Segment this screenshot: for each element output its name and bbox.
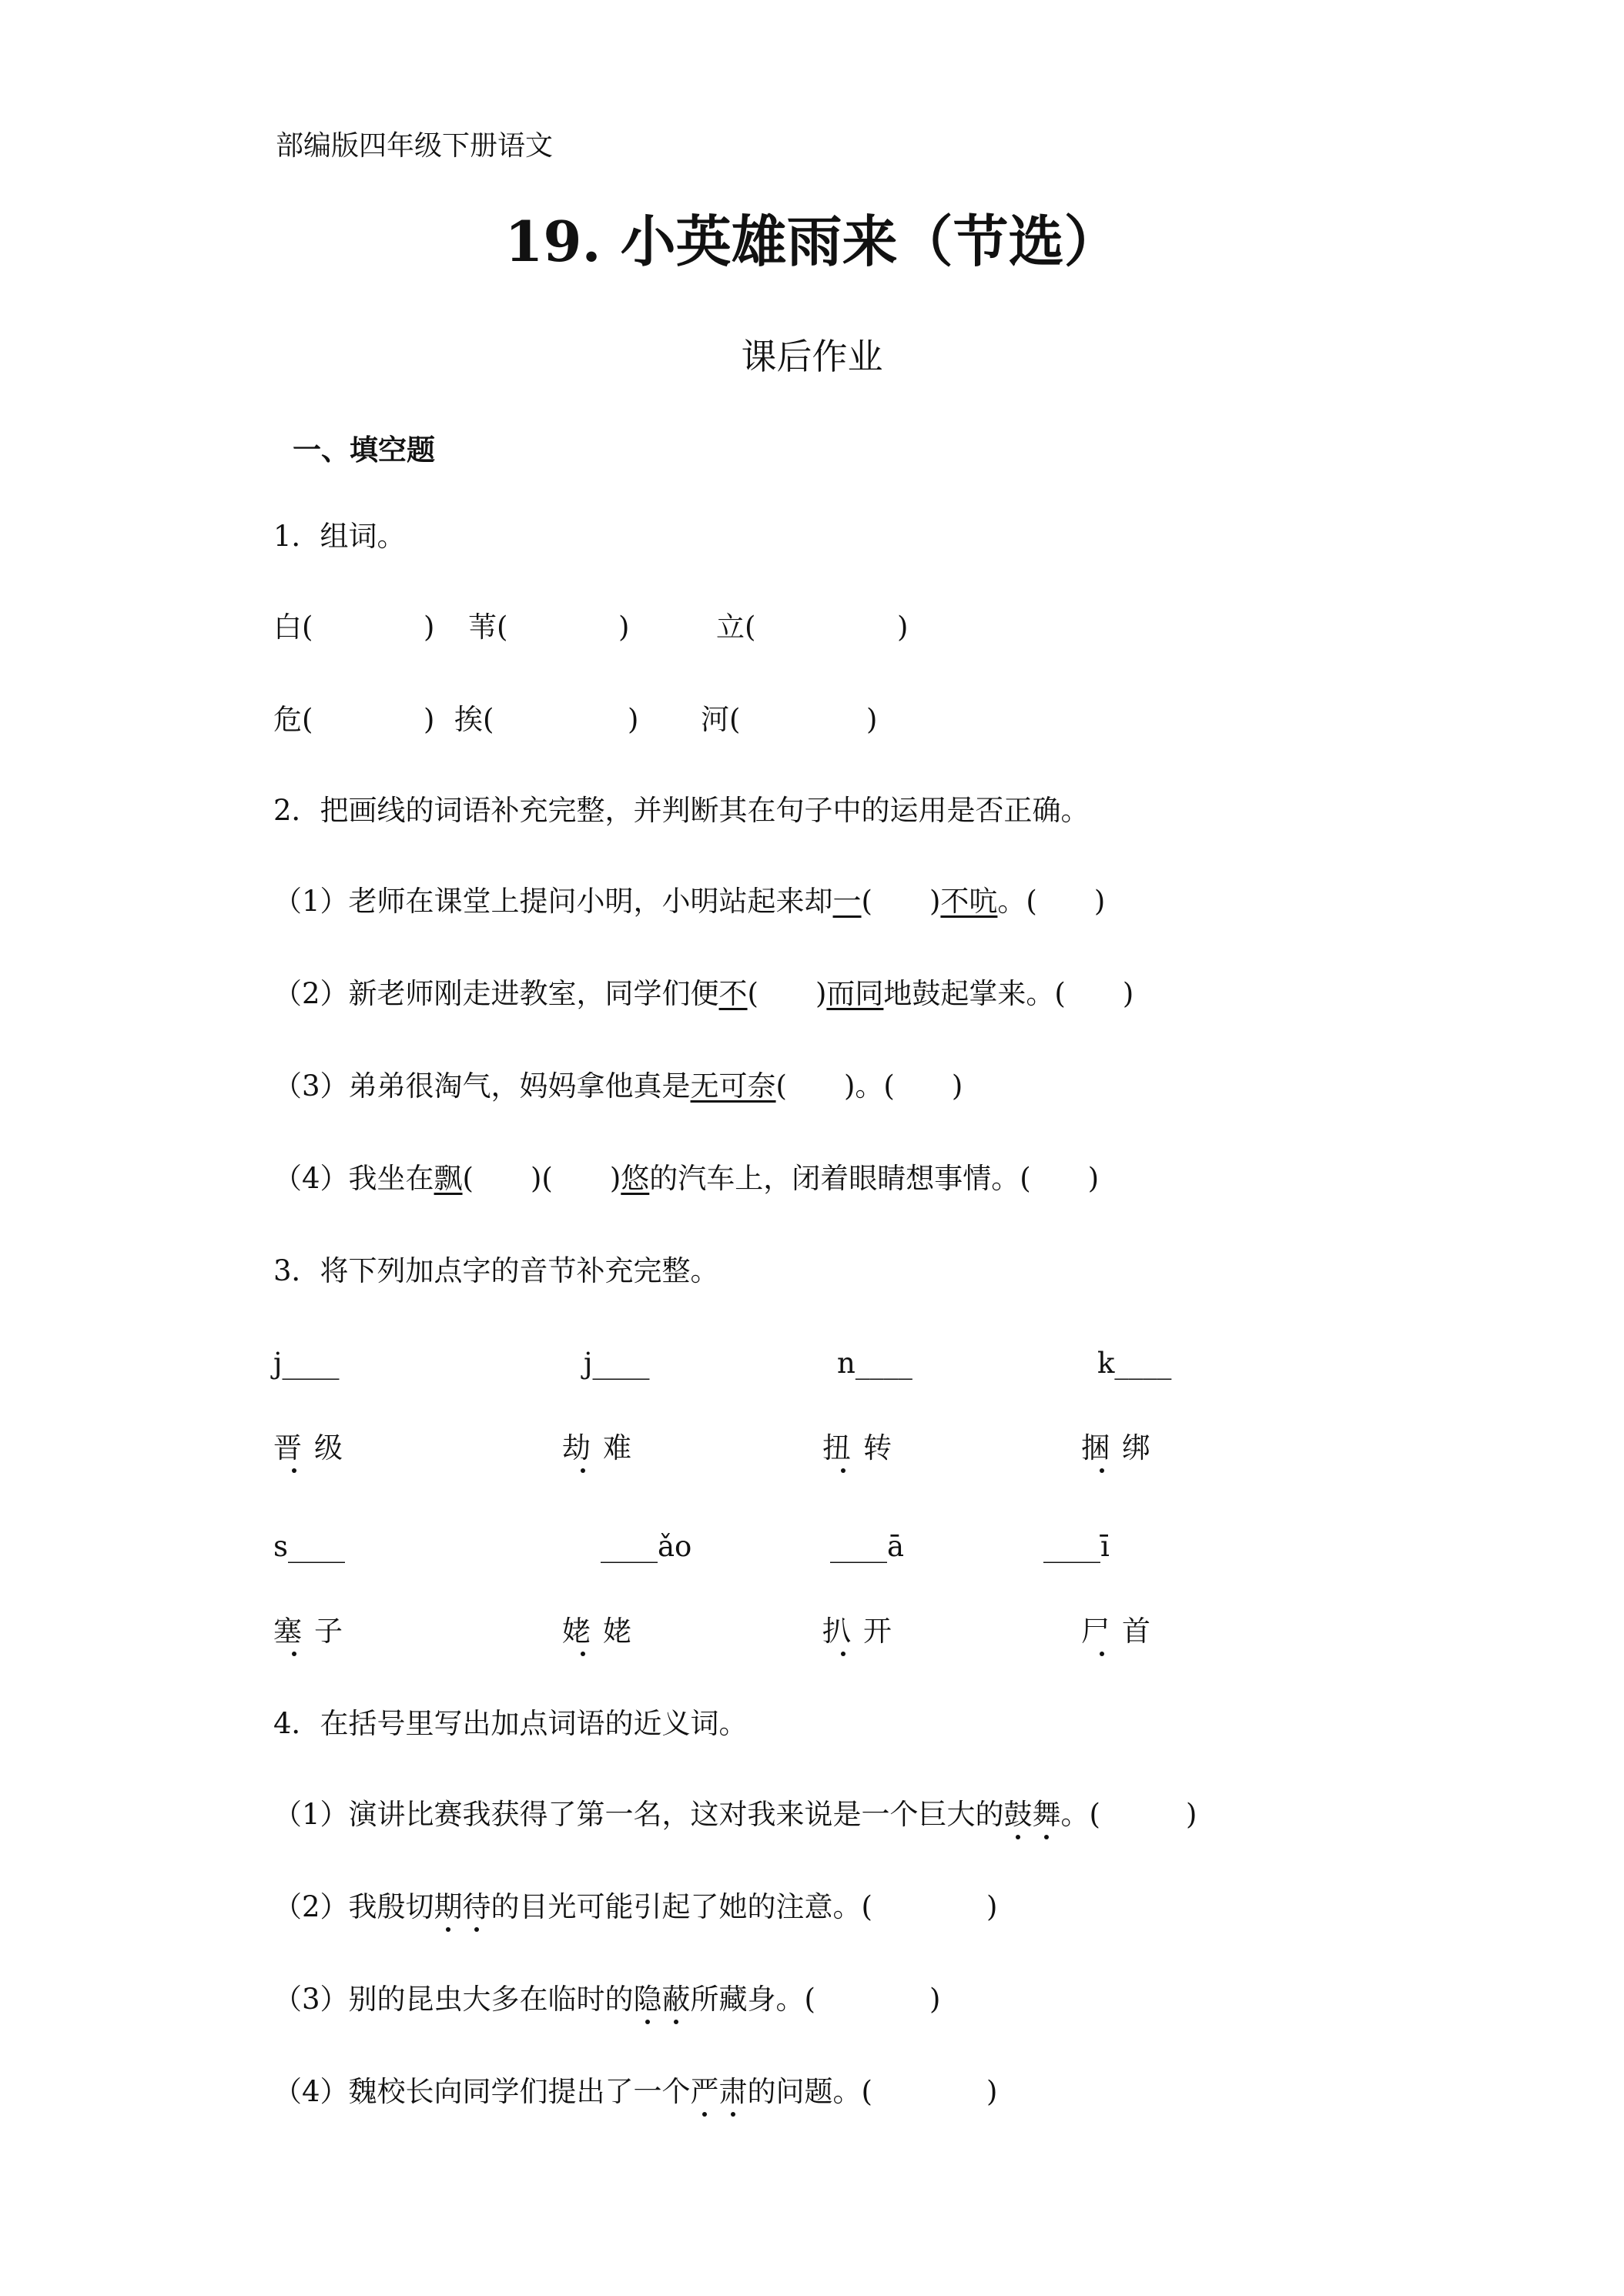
underlined-word: 不吭 <box>940 885 998 918</box>
dotted-char: 鼓 <box>1003 1798 1033 1831</box>
q1-item-char: 苇( <box>468 611 508 644</box>
word-pair <box>273 1431 355 1464</box>
q2-sentence-3 <box>273 1069 963 1103</box>
dotted-char: 劫 <box>562 1431 603 1464</box>
underlined-word: 悠 <box>621 1162 650 1195</box>
word-pair <box>1081 1431 1163 1464</box>
q1-item-close: ) <box>618 611 630 644</box>
q1-item-6 <box>701 705 877 734</box>
q1-item-char: 白( <box>273 611 313 644</box>
dotted-char: 晋 <box>273 1431 314 1464</box>
dotted-char: 肃 <box>718 2075 748 2108</box>
q1-item-1 <box>273 611 435 644</box>
answer-blank[interactable]: 的目光可能引起了她的注意。( ) <box>491 1890 998 1923</box>
sentence-text: （1）老师在课堂上提问小明，小明站起来却 <box>273 885 833 918</box>
underlined-word: 一 <box>832 885 862 918</box>
dotted-char: 舞 <box>1032 1798 1061 1831</box>
page-subtitle: 课后作业 <box>741 336 883 377</box>
q1-item-close: ) <box>423 703 435 736</box>
section-heading: 一、填空题 <box>293 433 435 467</box>
page-title: 19. 小英雄雨来（节选） <box>504 209 1120 274</box>
plain-char: 级 <box>314 1431 355 1464</box>
q1-item-4 <box>273 705 434 734</box>
pinyin-blank[interactable]: k____ <box>1097 1347 1172 1380</box>
answer-blank[interactable]: 。( ) <box>1060 1798 1197 1831</box>
dotted-char: 塞 <box>273 1615 314 1648</box>
answer-blank[interactable]: 所藏身。( ) <box>690 1983 941 2016</box>
dotted-char: 严 <box>690 2075 719 2108</box>
q4-sentence-4 <box>273 2077 997 2106</box>
sentence-text: （3）弟弟很淘气，妈妈拿他真是 <box>273 1069 691 1103</box>
pinyin-blank[interactable]: s____ <box>273 1530 345 1563</box>
pinyin-blank[interactable]: ____ǎo <box>601 1530 692 1563</box>
grade-label: 部编版四年级下册语文 <box>276 130 554 162</box>
q4-prompt: 4．在括号里写出加点词语的近义词。 <box>273 1707 748 1740</box>
answer-blank[interactable]: 的问题。( ) <box>747 2075 998 2108</box>
judge-blank[interactable]: 的汽车上，闭着眼睛想事情。( ) <box>649 1162 1100 1195</box>
plain-char: 姥 <box>603 1615 644 1648</box>
plain-char: 首 <box>1122 1615 1163 1648</box>
sentence-text: （4）魏校长向同学们提出了一个 <box>273 2075 691 2108</box>
q2-sentence-1 <box>273 885 1106 918</box>
pinyin-blank[interactable]: j____ <box>584 1347 650 1380</box>
q1-item-close: ) <box>896 611 909 644</box>
dotted-char: 捆 <box>1081 1431 1122 1464</box>
q1-prompt: 1．组词。 <box>273 520 406 553</box>
dotted-char: 期 <box>434 1890 463 1923</box>
dotted-char: 扒 <box>822 1615 863 1648</box>
q1-item-close: ) <box>423 611 435 644</box>
sentence-text: （4）我坐在 <box>273 1162 434 1195</box>
underlined-word: 无可奈 <box>690 1069 776 1103</box>
q1-item-2 <box>468 611 630 644</box>
sentence-text: （2）新老师刚走进教室，同学们便 <box>273 977 719 1010</box>
judge-blank[interactable]: 。( ) <box>997 885 1106 918</box>
sentence-text: （2）我殷切 <box>273 1890 434 1923</box>
plain-char: 子 <box>314 1615 355 1648</box>
q1-item-char: 河( <box>701 703 741 736</box>
word-pair <box>562 1431 644 1464</box>
dotted-char: 尸 <box>1081 1615 1122 1648</box>
q1-item-char: 挨( <box>454 703 494 736</box>
word-pair <box>1081 1615 1163 1648</box>
q3-prompt: 3．将下列加点字的音节补充完整。 <box>273 1254 719 1287</box>
q1-item-3 <box>716 611 909 644</box>
judge-blank[interactable]: 地鼓起掌来。( ) <box>883 977 1134 1010</box>
q4-sentence-1 <box>273 1800 1197 1829</box>
word-pair <box>273 1615 355 1648</box>
sentence-text: （1）演讲比赛我获得了第一名，这对我来说是一个巨大的 <box>273 1798 1004 1831</box>
dotted-char: 蔽 <box>661 1983 691 2016</box>
answer-blank[interactable]: ( )。( ) <box>775 1069 963 1103</box>
pinyin-blank[interactable]: j____ <box>273 1347 340 1380</box>
q2-prompt: 2．把画线的词语补充完整，并判断其在句子中的运用是否正确。 <box>273 794 1090 827</box>
underlined-word: 而同 <box>826 977 884 1010</box>
pinyin-blank[interactable]: ____ī <box>1043 1530 1110 1563</box>
answer-blank[interactable]: ( ) <box>861 885 941 918</box>
word-pair <box>562 1615 644 1648</box>
q4-sentence-3 <box>273 1983 941 2016</box>
plain-char: 绑 <box>1122 1431 1163 1464</box>
plain-char: 转 <box>863 1431 904 1464</box>
answer-blank[interactable]: ( ) <box>747 977 827 1010</box>
pinyin-blank[interactable]: n____ <box>837 1347 912 1380</box>
plain-char: 开 <box>863 1615 904 1648</box>
sentence-text: （3）别的昆虫大多在临时的 <box>273 1983 634 2016</box>
underlined-word: 飘 <box>434 1162 463 1195</box>
underlined-word: 不 <box>718 977 748 1010</box>
word-pair <box>822 1431 904 1464</box>
q2-sentence-2 <box>273 979 1133 1008</box>
pinyin-blank[interactable]: ____ā <box>830 1530 905 1563</box>
q1-item-close: ) <box>866 703 878 736</box>
q1-item-5 <box>454 705 638 734</box>
q2-sentence-4 <box>273 1164 1099 1193</box>
dotted-char: 扭 <box>822 1431 863 1464</box>
dotted-char: 隐 <box>633 1983 662 2016</box>
q1-item-char: 立( <box>716 611 756 644</box>
answer-blank[interactable]: ( )( ) <box>462 1162 621 1195</box>
plain-char: 难 <box>603 1431 644 1464</box>
dotted-char: 待 <box>462 1890 491 1923</box>
word-pair <box>822 1615 904 1648</box>
dotted-char: 姥 <box>562 1615 603 1648</box>
q1-item-close: ) <box>627 703 639 736</box>
q4-sentence-2 <box>273 1890 998 1923</box>
q1-item-char: 危( <box>273 703 313 736</box>
